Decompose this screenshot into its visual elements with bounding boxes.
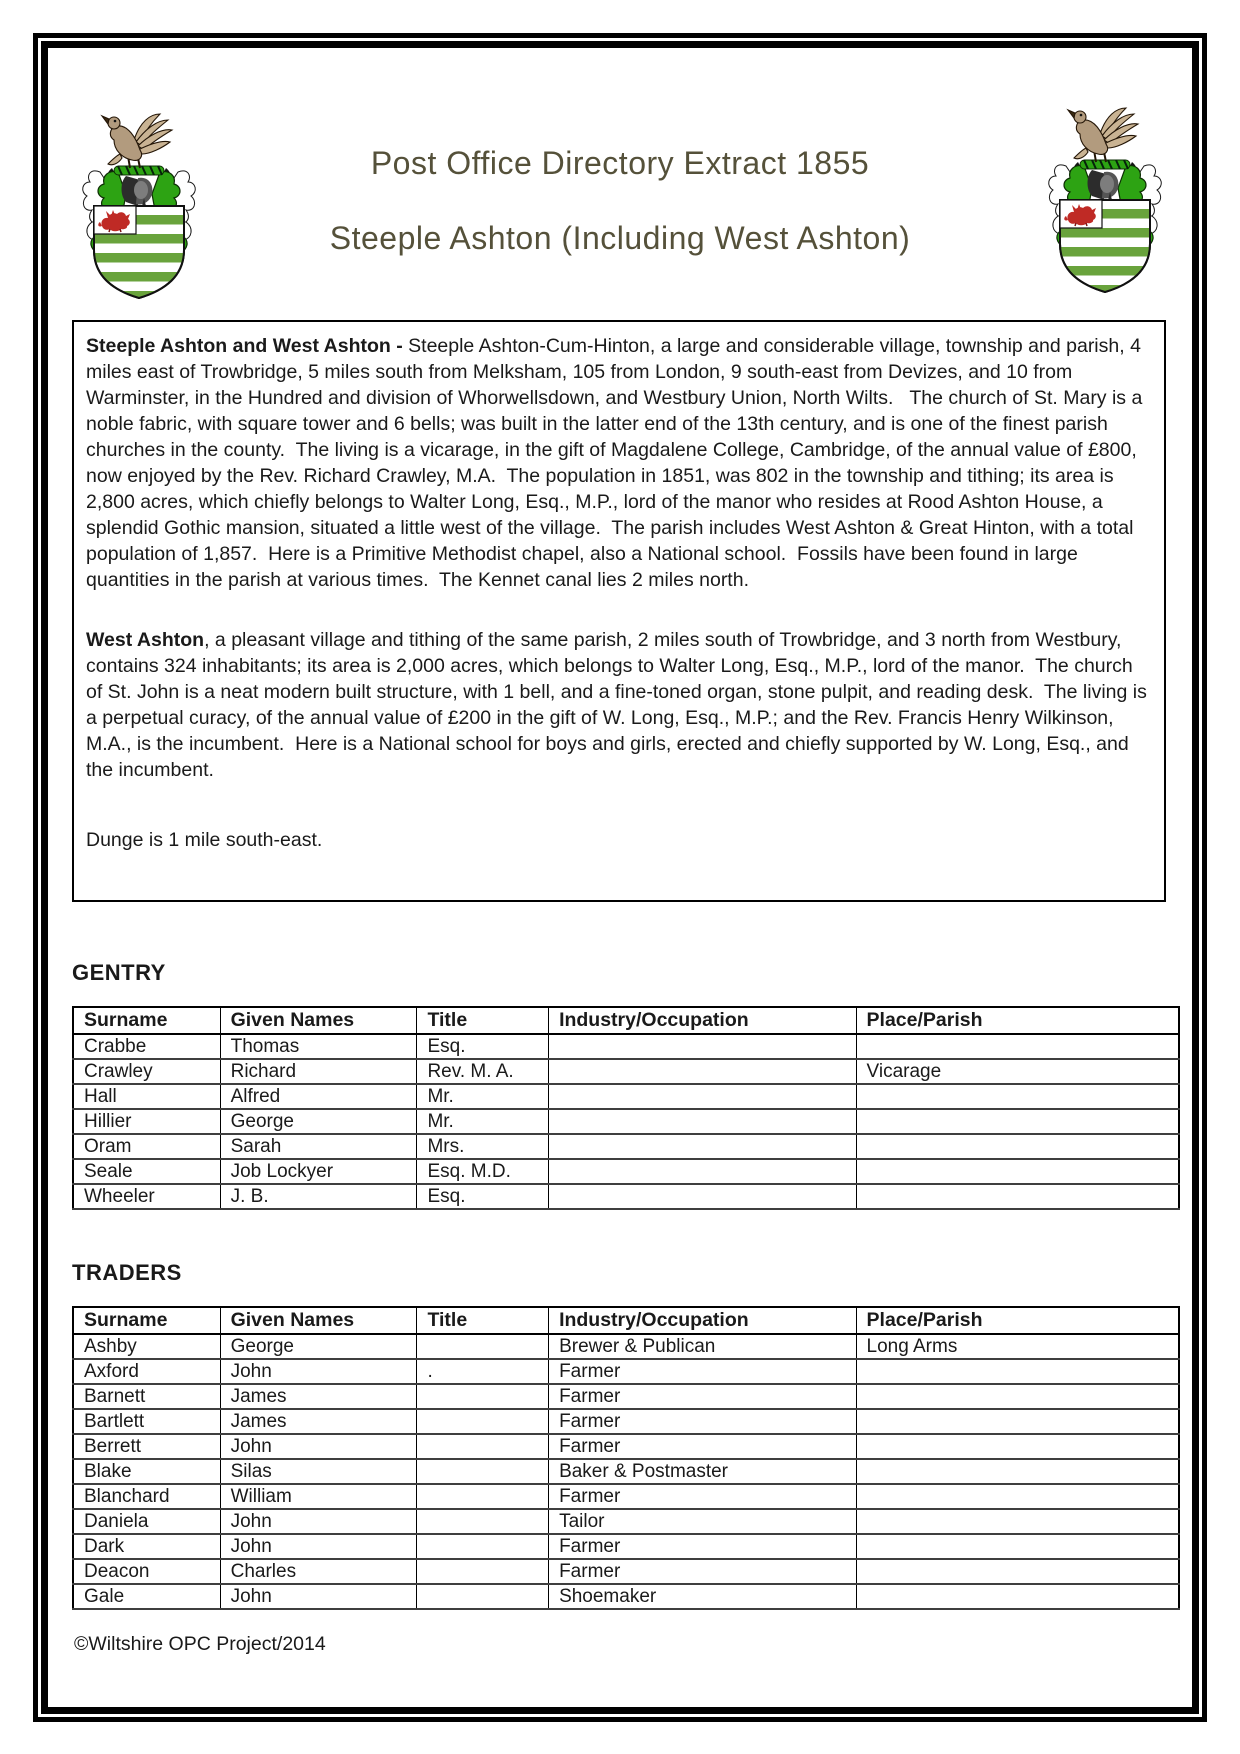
table-cell: Wheeler xyxy=(73,1184,220,1209)
table-cell xyxy=(856,1459,1179,1484)
table-row xyxy=(73,1134,1179,1159)
table-cell xyxy=(549,1159,856,1184)
table-cell xyxy=(417,1509,549,1534)
table-row xyxy=(73,1109,1179,1134)
intro-paragraph-2-body: , a pleasant village and tithing of the same parish, 2 miles south of Trowbridge, and 3 north from Westbury, contains 324 inhabitants; its area is 2,000 acres, which belongs to Walter Long, Esq., M.P., lord of the manor. The church of St. John is a neat modern built structure, with 1 bell, and a fine-toned organ, stone pulpit, and reading desk. The living is a perpetual curacy, of the annual value of £200 in the gift of W. Long, Esq., M.P.; and the Rev. Francis Henry Wilkinson, M.A., is the incumbent. Here is a National school for boys and girls, erected and chiefly supported by W. Long, Esq., and the incumbent. xyxy=(86,629,1153,781)
intro-paragraph-1-body: Steeple Ashton-Cum-Hinton, a large and considerable village, township and parish, 4 miles east of Trowbridge, 5 miles south from Melksham, 105 from London, 9 south-east from Devizes, and 10 from Warminster, in the Hundred and division of Whorwellsdown, and Westbury Union, North Wilts. The church of St. Mary is a noble fabric, with square tower and 6 bells; was built in the latter end of the 13th century, and is one of the finest parish churches in the county. The living is a vicarage, in the gift of Magdalene College, Cambridge, of the annual value of £800, now enjoyed by the Rev. Richard Crawley, M.A. The population in 1851, was 802 in the township and tithing; its area is 2,800 acres, which chiefly belongs to Walter Long, Esq., M.P., lord of the manor who resides at Rood Ashton House, a splendid Gothic mansion, situated a little west of the village. The parish includes West Ashton & Great Hinton, with a total population of 1,857. Here is a Primitive Methodist chapel, also a National school. Fossils have been found in large quantities in the parish at various times. The Kennet canal lies 2 miles north. xyxy=(86,335,1148,591)
table-cell: Farmer xyxy=(549,1559,856,1584)
page-border-outer xyxy=(33,33,1207,1722)
table-cell: Vicarage xyxy=(856,1059,1179,1084)
table-cell: Farmer xyxy=(549,1434,856,1459)
intro-text-box xyxy=(72,320,1166,902)
table-cell: John xyxy=(220,1434,417,1459)
column-header: Surname xyxy=(73,1307,220,1334)
table-cell xyxy=(417,1434,549,1459)
table-cell: Farmer xyxy=(549,1409,856,1434)
intro-paragraph-west-ashton xyxy=(86,627,1152,783)
table-row xyxy=(73,1509,1179,1534)
table-cell xyxy=(549,1084,856,1109)
table-cell: John xyxy=(220,1534,417,1559)
table-row xyxy=(73,1534,1179,1559)
traders-section-heading: TRADERS xyxy=(72,1260,182,1285)
table-cell xyxy=(856,1509,1179,1534)
table-cell: Esq. xyxy=(417,1034,549,1059)
table-row xyxy=(73,1159,1179,1184)
table-cell: Daniela xyxy=(73,1509,220,1534)
table-row xyxy=(73,1459,1179,1484)
page-border-inner xyxy=(41,41,1199,1714)
table-cell: George xyxy=(220,1334,417,1359)
table-cell xyxy=(856,1534,1179,1559)
table-cell: Silas xyxy=(220,1459,417,1484)
table-cell: Charles xyxy=(220,1559,417,1584)
table-cell: J. B. xyxy=(220,1184,417,1209)
table-cell: Brewer & Publican xyxy=(549,1334,856,1359)
table-cell: Axford xyxy=(73,1359,220,1384)
table-cell xyxy=(417,1334,549,1359)
traders-header-row xyxy=(73,1307,1179,1334)
table-cell xyxy=(417,1384,549,1409)
table-cell xyxy=(856,1109,1179,1134)
table-cell: Gale xyxy=(73,1584,220,1609)
column-header: Given Names xyxy=(220,1307,417,1334)
table-cell: Rev. M. A. xyxy=(417,1059,549,1084)
traders-table xyxy=(72,1306,1180,1610)
page-subtitle: Steeple Ashton (Including West Ashton) xyxy=(329,220,911,256)
column-header: Title xyxy=(417,1007,549,1034)
table-row xyxy=(73,1359,1179,1384)
table-cell: Barnett xyxy=(73,1384,220,1409)
table-cell: Esq. M.D. xyxy=(417,1159,549,1184)
table-cell: Farmer xyxy=(549,1384,856,1409)
table-cell: Deacon xyxy=(73,1559,220,1584)
table-cell xyxy=(856,1159,1179,1184)
table-cell xyxy=(549,1109,856,1134)
column-header: Title xyxy=(417,1307,549,1334)
gentry-header-row xyxy=(73,1007,1179,1034)
table-cell: Baker & Postmaster xyxy=(549,1459,856,1484)
table-row xyxy=(73,1409,1179,1434)
column-header: Given Names xyxy=(220,1007,417,1034)
table-cell: John xyxy=(220,1359,417,1384)
table-cell: George xyxy=(220,1109,417,1134)
table-row xyxy=(73,1334,1179,1359)
column-header: Place/Parish xyxy=(856,1007,1179,1034)
table-cell xyxy=(417,1484,549,1509)
table-cell xyxy=(549,1034,856,1059)
table-cell xyxy=(856,1559,1179,1584)
table-cell xyxy=(856,1484,1179,1509)
table-cell: Crawley xyxy=(73,1059,220,1084)
table-cell: Blake xyxy=(73,1459,220,1484)
table-cell xyxy=(856,1184,1179,1209)
table-cell xyxy=(856,1359,1179,1384)
table-cell xyxy=(856,1034,1179,1059)
column-header: Surname xyxy=(73,1007,220,1034)
table-cell: Ashby xyxy=(73,1334,220,1359)
table-cell xyxy=(417,1584,549,1609)
column-header: Industry/Occupation xyxy=(549,1007,856,1034)
gentry-section-heading: GENTRY xyxy=(72,960,166,985)
coat-of-arms-left-icon xyxy=(78,110,200,300)
table-cell xyxy=(856,1084,1179,1109)
table-row xyxy=(73,1484,1179,1509)
copyright-footer: ©Wiltshire OPC Project/2014 xyxy=(74,1633,326,1655)
table-cell: Hillier xyxy=(73,1109,220,1134)
table-row xyxy=(73,1434,1179,1459)
table-cell xyxy=(417,1559,549,1584)
table-cell xyxy=(856,1584,1179,1609)
coat-of-arms-right-icon xyxy=(1044,104,1166,294)
table-cell: Thomas xyxy=(220,1034,417,1059)
table-row xyxy=(73,1084,1179,1109)
table-cell: Blanchard xyxy=(73,1484,220,1509)
table-row xyxy=(73,1034,1179,1059)
table-cell: Alfred xyxy=(220,1084,417,1109)
table-row xyxy=(73,1059,1179,1084)
table-cell: James xyxy=(220,1384,417,1409)
intro-paragraph-steeple-ashton xyxy=(86,333,1152,593)
table-cell: Mr. xyxy=(417,1084,549,1109)
table-cell: Seale xyxy=(73,1159,220,1184)
table-cell: Mr. xyxy=(417,1109,549,1134)
table-cell: Richard xyxy=(220,1059,417,1084)
table-cell: John xyxy=(220,1584,417,1609)
intro-paragraph-1-lead: Steeple Ashton and West Ashton - xyxy=(86,335,409,357)
table-cell: Long Arms xyxy=(856,1334,1179,1359)
table-cell: Job Lockyer xyxy=(220,1159,417,1184)
table-row xyxy=(73,1559,1179,1584)
table-cell: Dark xyxy=(73,1534,220,1559)
table-cell: Farmer xyxy=(549,1534,856,1559)
intro-paragraph-dunge: Dunge is 1 mile south-east. xyxy=(86,829,323,851)
table-cell xyxy=(856,1384,1179,1409)
table-cell xyxy=(417,1409,549,1434)
table-cell: Crabbe xyxy=(73,1034,220,1059)
table-cell xyxy=(417,1459,549,1484)
gentry-table xyxy=(72,1006,1180,1210)
table-row xyxy=(73,1184,1179,1209)
table-cell xyxy=(549,1059,856,1084)
column-header: Place/Parish xyxy=(856,1307,1179,1334)
table-cell: Mrs. xyxy=(417,1134,549,1159)
table-cell: Farmer xyxy=(549,1359,856,1384)
table-cell: Oram xyxy=(73,1134,220,1159)
table-cell xyxy=(549,1134,856,1159)
table-cell: Farmer xyxy=(549,1484,856,1509)
table-cell: John xyxy=(220,1509,417,1534)
table-cell: Bartlett xyxy=(73,1409,220,1434)
intro-paragraph-2-lead: West Ashton xyxy=(86,629,205,651)
table-cell: Tailor xyxy=(549,1509,856,1534)
table-cell xyxy=(856,1134,1179,1159)
table-cell: Berrett xyxy=(73,1434,220,1459)
table-cell: William xyxy=(220,1484,417,1509)
table-cell: . xyxy=(417,1359,549,1384)
page-title: Post Office Directory Extract 1855 xyxy=(370,145,870,181)
table-cell: Esq. xyxy=(417,1184,549,1209)
table-cell xyxy=(856,1409,1179,1434)
table-cell: James xyxy=(220,1409,417,1434)
table-cell xyxy=(549,1184,856,1209)
column-header: Industry/Occupation xyxy=(549,1307,856,1334)
table-cell xyxy=(856,1434,1179,1459)
table-cell: Sarah xyxy=(220,1134,417,1159)
table-row xyxy=(73,1384,1179,1409)
table-cell: Shoemaker xyxy=(549,1584,856,1609)
table-cell xyxy=(417,1534,549,1559)
table-cell: Hall xyxy=(73,1084,220,1109)
table-row xyxy=(73,1584,1179,1609)
